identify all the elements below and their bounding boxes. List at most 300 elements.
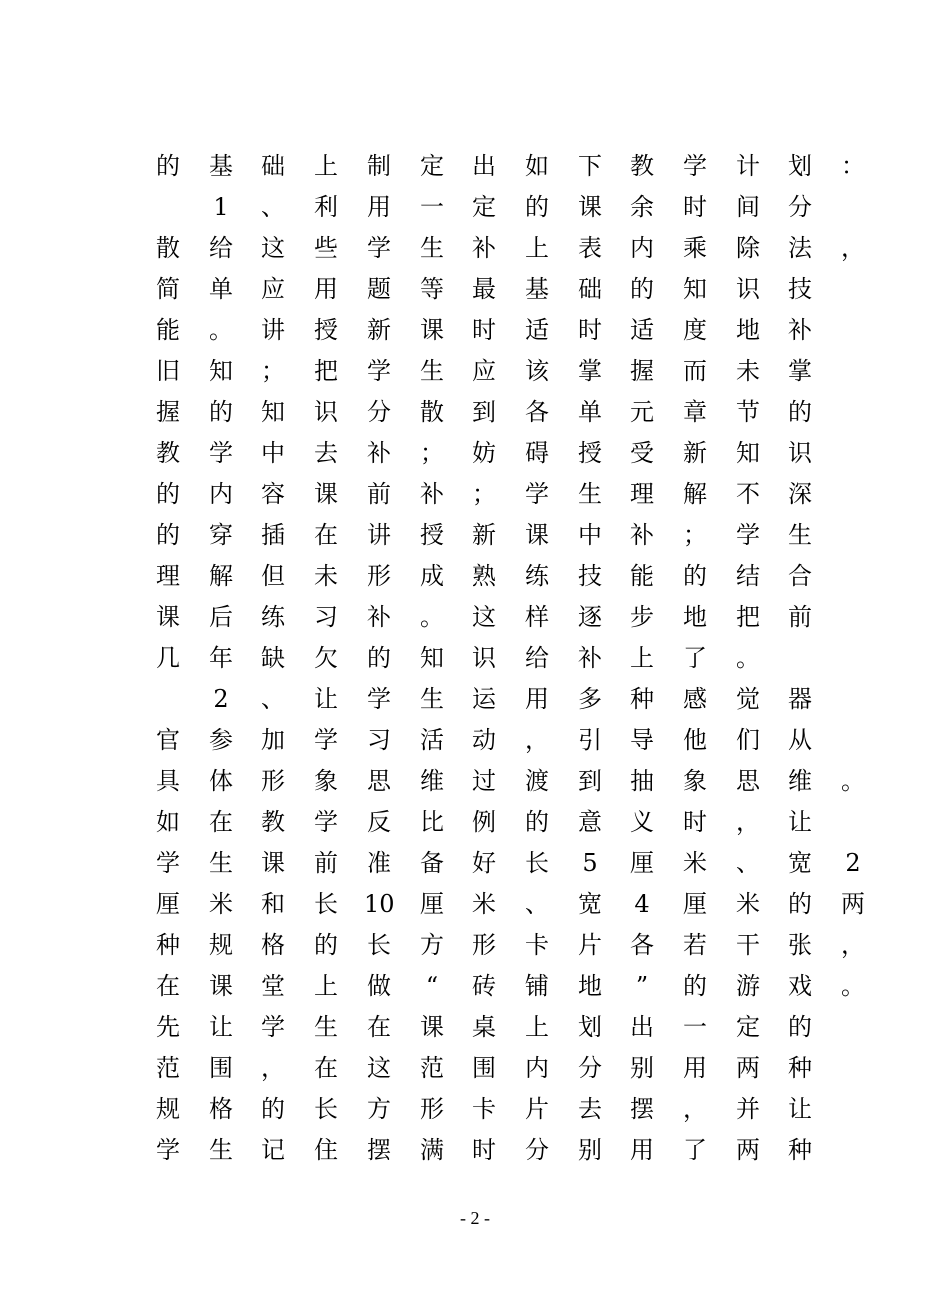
text-char: 。 [420, 603, 444, 631]
text-char: 上 [525, 1013, 549, 1041]
text-char: 生 [420, 234, 444, 262]
text-char: 的 [630, 275, 654, 303]
text-char: 了 [683, 644, 707, 672]
text-char: 掌 [788, 357, 812, 385]
text-char: 课 [420, 316, 444, 344]
text-char: 时 [578, 316, 602, 344]
text-char: 厘 [630, 849, 654, 877]
text-char: 了 [683, 1136, 707, 1164]
text-char: 散 [156, 234, 180, 262]
text-char: 张 [788, 931, 812, 959]
text-char: 知 [261, 398, 285, 426]
text-char: 理 [156, 562, 180, 590]
text-char: 活 [420, 726, 444, 754]
text-char: 和 [261, 890, 285, 918]
text-char: 用 [630, 1136, 654, 1164]
text-char: 补 [788, 316, 812, 344]
text-char: 础 [578, 275, 602, 303]
text-char: 识 [736, 275, 760, 303]
text-char: 从 [788, 726, 812, 754]
text-char: 干 [736, 931, 760, 959]
text-char: 下 [578, 152, 602, 180]
text-char: 学 [156, 1136, 180, 1164]
text-char: 技 [578, 562, 602, 590]
text-char: 内 [630, 234, 654, 262]
text-line [156, 556, 856, 597]
text-char: 生 [420, 357, 444, 385]
text-char: 堂 [261, 972, 285, 1000]
text-char: 戏 [788, 972, 812, 1000]
text-char: 围 [472, 1054, 496, 1082]
text-char: 的 [314, 931, 338, 959]
text-char: 意 [578, 808, 602, 836]
text-char: 单 [209, 275, 233, 303]
text-char: ， [525, 726, 549, 754]
text-char: 生 [209, 1136, 233, 1164]
page-number: - 2 - [460, 1208, 490, 1228]
text-char: 中 [578, 521, 602, 549]
text-char: 反 [367, 808, 391, 836]
text-char: 4 [634, 890, 650, 918]
text-char: 在 [156, 972, 180, 1000]
text-char: 思 [736, 767, 760, 795]
text-char: 乘 [683, 234, 707, 262]
text-char: 厘 [420, 890, 444, 918]
text-char: 这 [472, 603, 496, 631]
text-char: 备 [420, 849, 444, 877]
text-char: 技 [788, 275, 812, 303]
text-char: 适 [630, 316, 654, 344]
text-char: 规 [209, 931, 233, 959]
text-char: ； [683, 521, 707, 549]
text-char: 最 [472, 275, 496, 303]
text-char: 步 [630, 603, 654, 631]
text-char: 时 [683, 808, 707, 836]
text-char: 定 [472, 193, 496, 221]
body-text [156, 146, 865, 1171]
text-line [156, 761, 865, 802]
text-char: 散 [420, 398, 444, 426]
text-char: 满 [420, 1136, 444, 1164]
text-char: 上 [630, 644, 654, 672]
text-char: 中 [261, 439, 285, 467]
text-char: 适 [525, 316, 549, 344]
text-char: 、 [525, 890, 549, 918]
text-char: 知 [209, 357, 233, 385]
text-char: 余 [630, 193, 654, 221]
text-char: 一 [420, 193, 444, 221]
text-char: 补 [367, 603, 391, 631]
text-line [156, 638, 856, 679]
text-char: 上 [525, 234, 549, 262]
text-char: ， [683, 1095, 707, 1123]
text-char: 去 [314, 439, 338, 467]
text-char: 缺 [261, 644, 285, 672]
text-char: 补 [367, 439, 391, 467]
text-char: 学 [314, 808, 338, 836]
text-char: 各 [525, 398, 549, 426]
text-char: 出 [472, 152, 496, 180]
text-char: 长 [314, 1095, 338, 1123]
text-char: 把 [736, 603, 760, 631]
text-char: 让 [788, 1095, 812, 1123]
text-char: 让 [314, 685, 338, 713]
text-char: 课 [156, 603, 180, 631]
text-char: 划 [788, 152, 812, 180]
text-char: 能 [630, 562, 654, 590]
text-char: 两 [736, 1136, 760, 1164]
text-line [156, 433, 856, 474]
text-char: 教 [630, 152, 654, 180]
text-char: 在 [314, 1054, 338, 1082]
text-char: 的 [156, 521, 180, 549]
text-char: 穿 [209, 521, 233, 549]
text-char: 铺 [525, 972, 549, 1000]
text-char: 的 [683, 972, 707, 1000]
text-char: 分 [367, 398, 391, 426]
text-char: 砖 [472, 972, 496, 1000]
text-char: 10 [364, 890, 395, 918]
text-char: 理 [630, 480, 654, 508]
text-char: 这 [261, 234, 285, 262]
text-char: 们 [736, 726, 760, 754]
text-char: 插 [261, 521, 285, 549]
text-char: 维 [788, 767, 812, 795]
text-char: 把 [314, 357, 338, 385]
text-char: 住 [314, 1136, 338, 1164]
text-char: 2 [213, 685, 229, 713]
text-line [156, 228, 865, 269]
text-char: 分 [788, 193, 812, 221]
text-char: 的 [788, 890, 812, 918]
text-char: 碍 [525, 439, 549, 467]
text-char: 思 [367, 767, 391, 795]
text-char: 未 [736, 357, 760, 385]
text-line [156, 679, 856, 720]
text-char: ， [841, 931, 865, 959]
text-char: 、 [736, 849, 760, 877]
text-char: 补 [420, 480, 444, 508]
text-char: 准 [367, 849, 391, 877]
text-char: 握 [156, 398, 180, 426]
text-char: 好 [472, 849, 496, 877]
text-char: 5 [582, 849, 598, 877]
text-char: 课 [261, 849, 285, 877]
text-char: 卡 [472, 1095, 496, 1123]
text-char: 旧 [156, 357, 180, 385]
text-char: 地 [736, 316, 760, 344]
text-char: 学 [367, 685, 391, 713]
text-char: 时 [472, 1136, 496, 1164]
text-char: 前 [314, 849, 338, 877]
text-char: 补 [578, 644, 602, 672]
text-char: 时 [472, 316, 496, 344]
text-char: 练 [261, 603, 285, 631]
text-line [156, 597, 856, 638]
text-char: 。 [209, 316, 233, 344]
text-line [156, 802, 856, 843]
text-char: 觉 [736, 685, 760, 713]
text-char: 各 [630, 931, 654, 959]
text-char: 先 [156, 1013, 180, 1041]
text-char: 课 [420, 1013, 444, 1041]
text-char: 成 [420, 562, 444, 590]
text-char: 让 [209, 1013, 233, 1041]
text-char: 两 [736, 1054, 760, 1082]
text-char: ， [261, 1054, 285, 1082]
text-char: 长 [367, 931, 391, 959]
text-char: 课 [578, 193, 602, 221]
text-char: 授 [578, 439, 602, 467]
text-char: 新 [683, 439, 707, 467]
text-char: 格 [209, 1095, 233, 1123]
text-char: 如 [156, 808, 180, 836]
text-char: 格 [261, 931, 285, 959]
text-char: 几 [156, 644, 180, 672]
text-line [156, 966, 865, 1007]
text-char: 习 [314, 603, 338, 631]
text-line [156, 843, 861, 884]
text-char: 感 [683, 685, 707, 713]
text-line [156, 474, 856, 515]
text-char: 学 [736, 521, 760, 549]
text-char: 节 [736, 398, 760, 426]
text-char: 做 [367, 972, 391, 1000]
text-char: 器 [788, 685, 812, 713]
text-char: 的 [525, 808, 549, 836]
text-char: 这 [367, 1054, 391, 1082]
text-char: 内 [525, 1054, 549, 1082]
text-char: 的 [788, 1013, 812, 1041]
text-line [156, 392, 856, 433]
text-char: 渡 [525, 767, 549, 795]
text-char: 。 [736, 644, 760, 672]
text-char: 在 [209, 808, 233, 836]
text-char: 分 [578, 1054, 602, 1082]
text-char: 些 [314, 234, 338, 262]
text-char: 学 [209, 439, 233, 467]
text-char: 如 [525, 152, 549, 180]
text-char: 妨 [472, 439, 496, 467]
text-char: 给 [525, 644, 549, 672]
text-char: 内 [209, 480, 233, 508]
text-char: 的 [788, 398, 812, 426]
text-char: 给 [209, 234, 233, 262]
text-char: ； [261, 357, 285, 385]
text-char: 定 [736, 1013, 760, 1041]
text-char: 方 [420, 931, 444, 959]
text-char: 别 [630, 1054, 654, 1082]
text-char: 讲 [261, 316, 285, 344]
text-char: 应 [261, 275, 285, 303]
text-char: 练 [525, 562, 549, 590]
text-char: 方 [367, 1095, 391, 1123]
text-char: 。 [841, 767, 865, 795]
text-char: 片 [578, 931, 602, 959]
text-char: 受 [630, 439, 654, 467]
text-char: ， [841, 234, 865, 262]
text-char: 除 [736, 234, 760, 262]
text-char: 础 [261, 152, 285, 180]
text-char: 划 [578, 1013, 602, 1041]
text-char: 后 [209, 603, 233, 631]
text-line [156, 515, 856, 556]
text-char: 一 [683, 1013, 707, 1041]
text-char: 教 [261, 808, 285, 836]
text-char: 多 [578, 685, 602, 713]
text-char: 别 [578, 1136, 602, 1164]
text-char: 生 [314, 1013, 338, 1041]
text-char: 长 [525, 849, 549, 877]
text-char: 样 [525, 603, 549, 631]
text-line [156, 925, 865, 966]
text-char: 知 [683, 275, 707, 303]
text-char: 种 [630, 685, 654, 713]
text-char: 年 [209, 644, 233, 672]
text-char: 在 [314, 521, 338, 549]
text-char: 深 [788, 480, 812, 508]
text-char: 的 [209, 398, 233, 426]
text-char: 形 [367, 562, 391, 590]
text-char: 抽 [630, 767, 654, 795]
text-char: 前 [788, 603, 812, 631]
text-char: 地 [578, 972, 602, 1000]
text-char: 教 [156, 439, 180, 467]
text-char: 学 [367, 357, 391, 385]
text-char: 授 [420, 521, 444, 549]
text-char: 形 [472, 931, 496, 959]
text-char: 题 [367, 275, 391, 303]
text-char: 简 [156, 275, 180, 303]
text-char: 度 [683, 316, 707, 344]
text-char: 能 [156, 316, 180, 344]
text-char: 厘 [683, 890, 707, 918]
text-char: 形 [420, 1095, 444, 1123]
text-char: 片 [525, 1095, 549, 1123]
text-char: 补 [472, 234, 496, 262]
text-char: 、 [261, 193, 285, 221]
text-char: 握 [630, 357, 654, 385]
text-char: 单 [578, 398, 602, 426]
text-char: 用 [683, 1054, 707, 1082]
text-char: 比 [420, 808, 444, 836]
text-char: 用 [525, 685, 549, 713]
text-char: 生 [578, 480, 602, 508]
text-char: 维 [420, 767, 444, 795]
text-char: 象 [683, 767, 707, 795]
text-char: 去 [578, 1095, 602, 1123]
text-char: 学 [683, 152, 707, 180]
text-line [156, 351, 856, 392]
text-line [156, 884, 865, 925]
text-char: 解 [209, 562, 233, 590]
text-char: 前 [367, 480, 391, 508]
text-char: 课 [314, 480, 338, 508]
text-char: 该 [525, 357, 549, 385]
text-char: 种 [788, 1054, 812, 1082]
text-char: 间 [736, 193, 760, 221]
text-char: 但 [261, 562, 285, 590]
text-char: ， [736, 808, 760, 836]
text-char: 的 [367, 644, 391, 672]
text-char: 表 [578, 234, 602, 262]
text-char: 等 [420, 275, 444, 303]
text-char: 生 [788, 521, 812, 549]
text-char: 1 [213, 193, 229, 221]
text-line [156, 310, 856, 351]
text-char: 过 [472, 767, 496, 795]
text-char: 基 [525, 275, 549, 303]
text-char: ； [420, 439, 444, 467]
text-char: 范 [420, 1054, 444, 1082]
text-char: 识 [472, 644, 496, 672]
text-char: 宽 [578, 890, 602, 918]
text-char: 用 [314, 275, 338, 303]
text-char: 游 [736, 972, 760, 1000]
text-char: 米 [472, 890, 496, 918]
text-char: 的 [261, 1095, 285, 1123]
text-char: 时 [683, 193, 707, 221]
text-line [156, 187, 856, 228]
text-char: 地 [683, 603, 707, 631]
text-char: 米 [736, 890, 760, 918]
text-char: 基 [209, 152, 233, 180]
text-char: 的 [525, 193, 549, 221]
text-line [156, 1089, 856, 1130]
text-char: 官 [156, 726, 180, 754]
text-char: ； [472, 480, 496, 508]
text-char: 讲 [367, 521, 391, 549]
text-char: 补 [630, 521, 654, 549]
text-char: 卡 [525, 931, 549, 959]
text-char: 定 [420, 152, 444, 180]
text-char: 学 [367, 234, 391, 262]
text-char: 义 [630, 808, 654, 836]
text-char: 形 [261, 767, 285, 795]
text-char: 解 [683, 480, 707, 508]
text-char: 分 [525, 1136, 549, 1164]
text-char: 学 [261, 1013, 285, 1041]
text-char: 的 [683, 562, 707, 590]
text-char: 未 [314, 562, 338, 590]
text-char: 学 [525, 480, 549, 508]
text-char: 摆 [630, 1095, 654, 1123]
text-char: 逐 [578, 603, 602, 631]
text-char: 学 [314, 726, 338, 754]
text-char: 导 [630, 726, 654, 754]
text-char: 而 [683, 357, 707, 385]
text-char: 到 [472, 398, 496, 426]
text-char: 围 [209, 1054, 233, 1082]
text-line [156, 720, 856, 761]
text-char: 在 [367, 1013, 391, 1041]
text-char: 计 [736, 152, 760, 180]
text-char: “ [425, 972, 439, 1000]
text-char: 宽 [788, 849, 812, 877]
text-char: 掌 [578, 357, 602, 385]
text-char: 他 [683, 726, 707, 754]
text-char: 例 [472, 808, 496, 836]
text-char: 课 [525, 521, 549, 549]
text-char: 桌 [472, 1013, 496, 1041]
text-char: 若 [683, 931, 707, 959]
text-line [156, 1130, 856, 1171]
text-char: 具 [156, 767, 180, 795]
text-char: 、 [261, 685, 285, 713]
text-char: 上 [314, 972, 338, 1000]
text-char: 上 [314, 152, 338, 180]
text-char: 长 [314, 890, 338, 918]
